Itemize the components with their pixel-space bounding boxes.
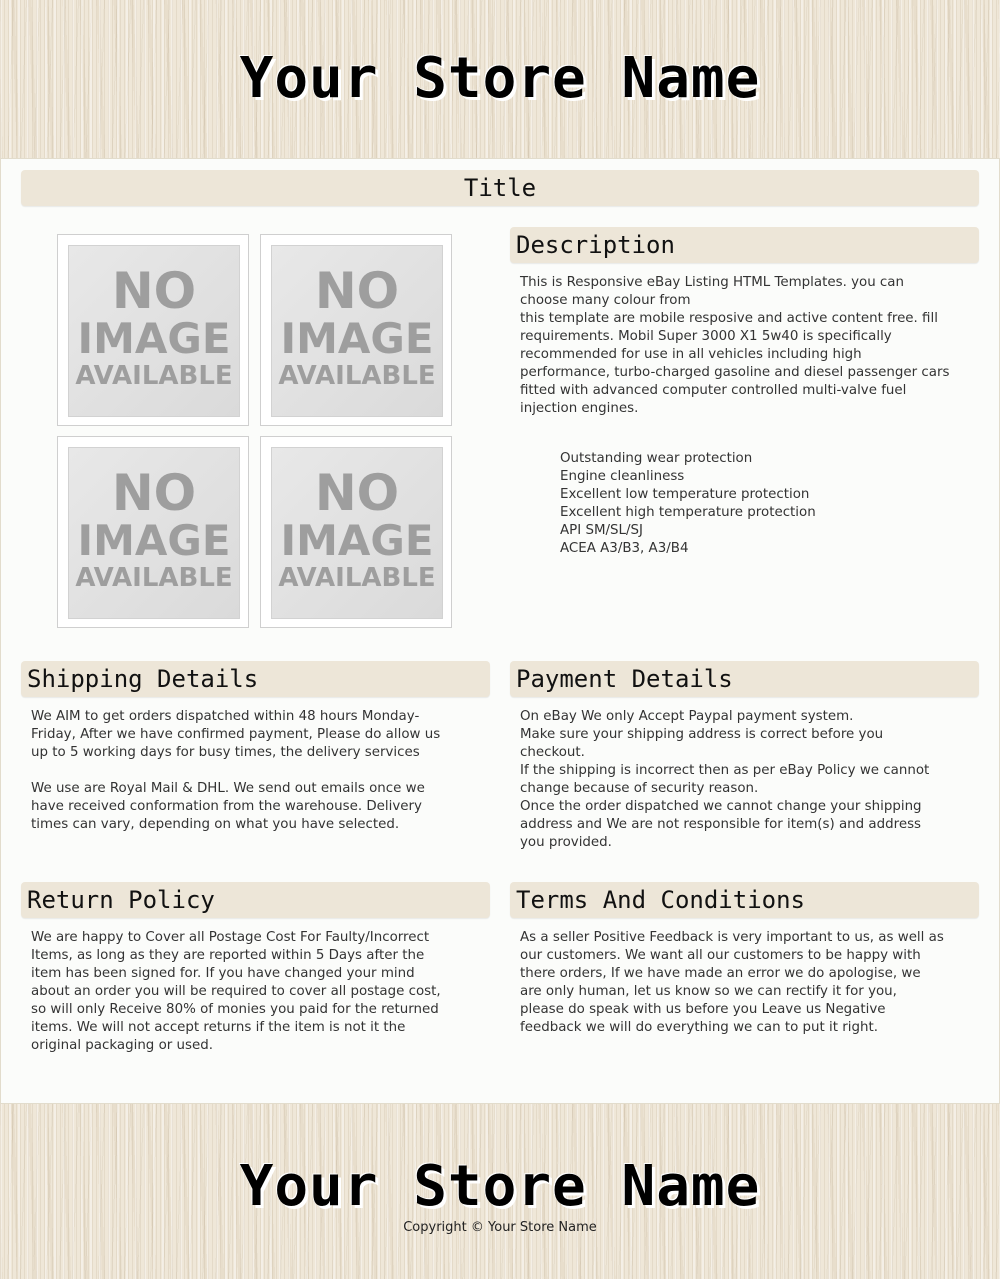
- description-heading: Description: [510, 227, 979, 263]
- product-image-3[interactable]: [57, 436, 249, 628]
- list-item: Excellent low temperature protection: [560, 487, 810, 502]
- payment-heading: Payment Details: [510, 661, 979, 697]
- return-policy-text: We are happy to Cover all Postage Cost For Faulty/Incorrect Items, as long as they are reported within 5 Days after the item has been signed for. If you have changed your mind about an order you will be required to cover all postage cost, so will only Receive 80% of monies you paid for the returned items. We will not accept returns if the item is not it the original packaging or used.: [31, 930, 441, 1053]
- copyright-text: Copyright © Your Store Name: [403, 1220, 597, 1235]
- list-item: ACEA A3/B3, A3/B4: [560, 541, 689, 556]
- listing-title: Title: [21, 170, 979, 206]
- description-text: This is Responsive eBay Listing HTML Templates. you can choose many colour from this template are mobile resposive and active content free. fill requirements. Mobil Super 3000 X1 5w40 is specifically recommended for use in all vehicles including high performance, turbo-charged gasoline and diesel passenger cars fitted with advanced computer controlled multi-valve fuel injection engines.: [520, 275, 950, 416]
- product-image-4[interactable]: [260, 436, 452, 628]
- shipping-heading: Shipping Details: [21, 661, 490, 697]
- terms-heading: Terms And Conditions: [510, 882, 979, 918]
- store-footer: [0, 1104, 1000, 1279]
- product-image-2[interactable]: [260, 234, 452, 426]
- list-item: API SM/SL/SJ: [560, 523, 643, 538]
- feature-list: [560, 450, 816, 558]
- header-store-name: Your Store Name: [239, 46, 761, 111]
- footer-store-name: Your Store Name: [239, 1154, 761, 1219]
- product-image-1[interactable]: [57, 234, 249, 426]
- no-image-placeholder: NO IMAGE AVAILABLE: [68, 245, 240, 417]
- list-item: Excellent high temperature protection: [560, 505, 816, 520]
- no-image-placeholder: NO IMAGE AVAILABLE: [271, 447, 443, 619]
- list-item: Engine cleanliness: [560, 469, 685, 484]
- list-item: Outstanding wear protection: [560, 451, 753, 466]
- no-image-placeholder: NO IMAGE AVAILABLE: [68, 447, 240, 619]
- store-header: [0, 0, 1000, 158]
- payment-text: On eBay We only Accept Paypal payment system. Make sure your shipping address is correct before you checkout. If the shipping is incorrect then as per eBay Policy we cannot change because of security reason. Once the order dispatched we cannot change your shipping address and We are not responsible for item(s) and address you provided.: [520, 709, 930, 850]
- return-policy-heading: Return Policy: [21, 882, 490, 918]
- no-image-placeholder: NO IMAGE AVAILABLE: [271, 245, 443, 417]
- terms-text: As a seller Positive Feedback is very important to us, as well as our customers. We want all our customers to be happy with there orders, If we have made an error we do apologise, we are only human, let us know so we can rectify it for you, please do speak with us before you Leave us Negative feedback we will do everything we can to put it right.: [520, 930, 944, 1035]
- shipping-text: We AIM to get orders dispatched within 48 hours Monday- Friday, After we have confirmed payment, Please do allow us up to 5 working days for busy times, the delivery services We use are Royal Mail & DHL. We send out emails once we have received conformation from the warehouse. Delivery times can vary, depending on what you have selected.: [31, 709, 441, 832]
- listing-content: [0, 158, 1000, 1104]
